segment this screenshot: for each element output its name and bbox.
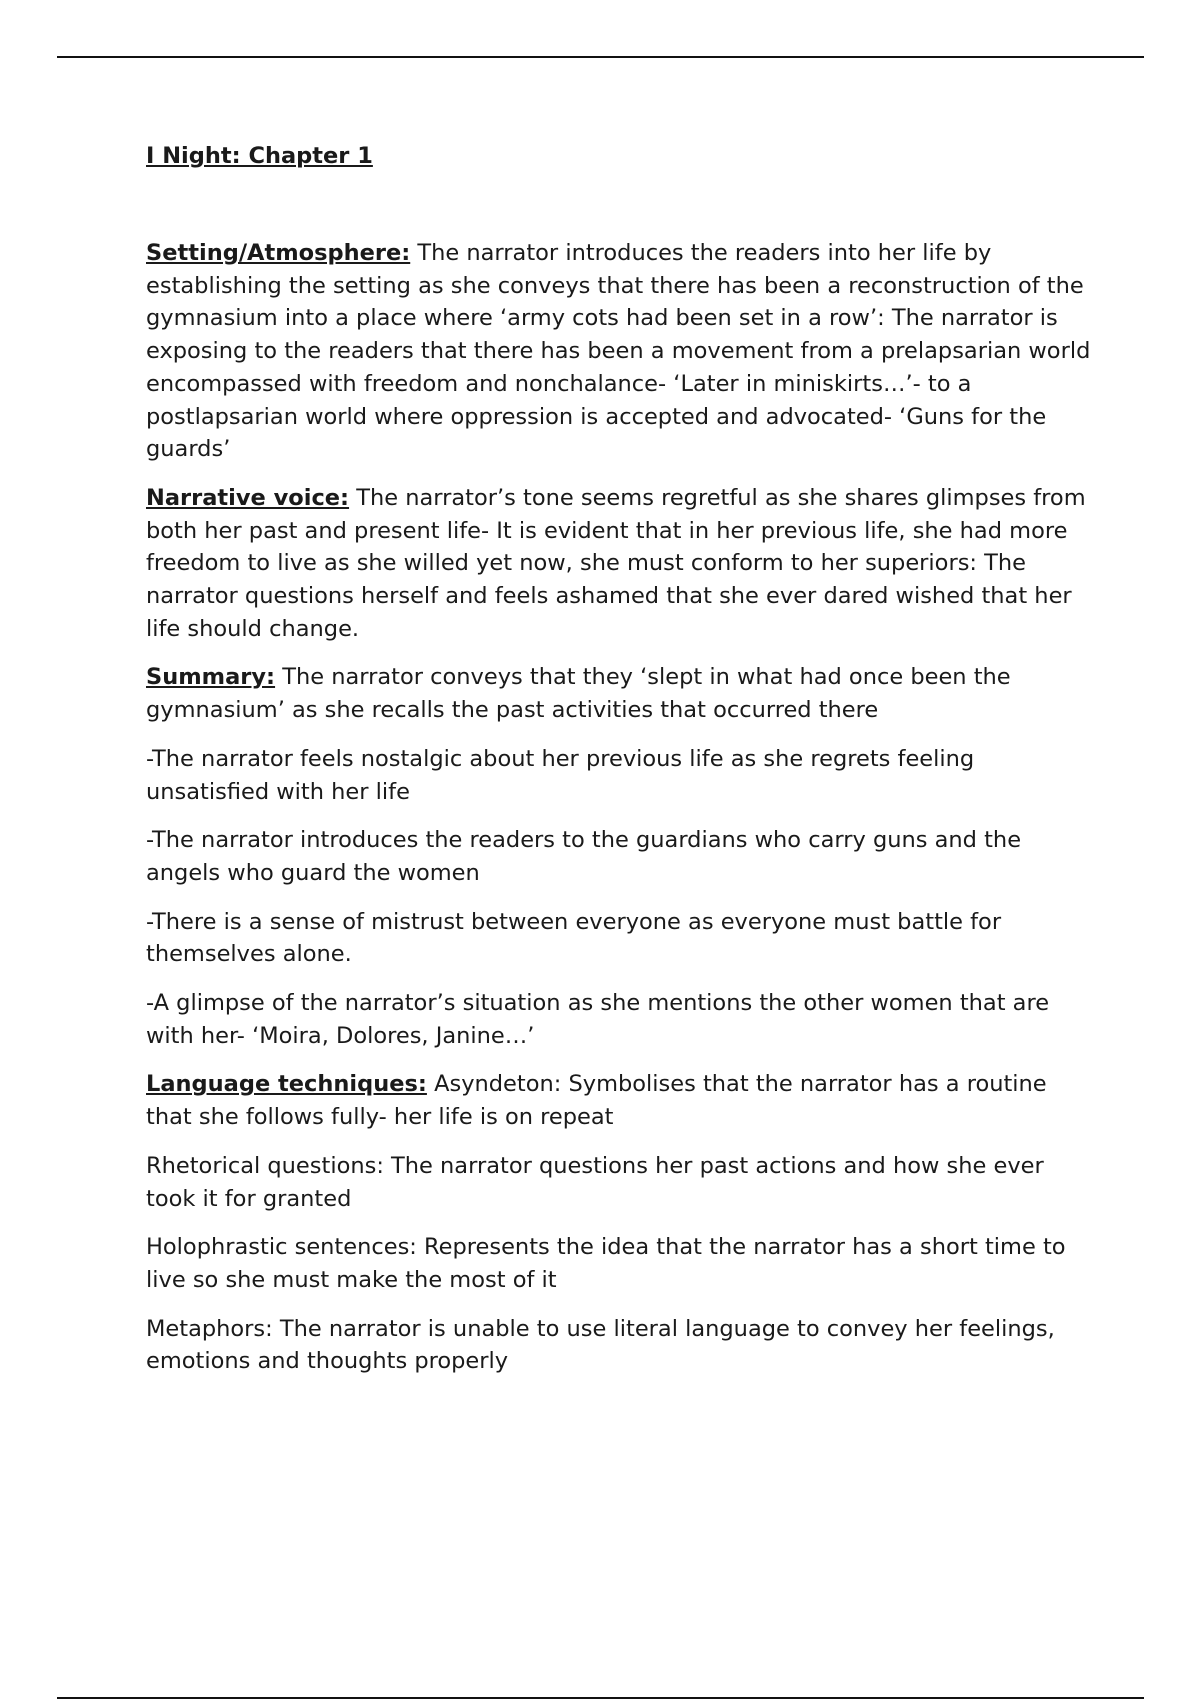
narrative-voice-label: Narrative voice: bbox=[146, 484, 350, 511]
summary-text: The narrator conveys that they ‘slept in what had once been the gymnasium’ as she recalls the past activities that occurred there bbox=[146, 664, 1011, 724]
setting-text: The narrator introduces the readers into her life by establishing the setting as she conveys that there has been a reconstruction of the gymnasium into a place where ‘army cots had been set in a row’: The narrator is exposing to the readers that there has been a movement from a prelapsarian world encompassed with freedom and nonchalance- ‘Later in miniskirts…’- to a postlapsarian world where oppression is accepted and advocated- ‘Guns for the guards’ bbox=[146, 240, 1091, 463]
summary-point: -The narrator feels nostalgic about her previous life as she regrets feeling unsatisfied with her life bbox=[146, 745, 975, 805]
language-label: Language techniques: bbox=[146, 1071, 427, 1098]
language-point: Holophrastic sentences: Represents the idea that the narrator has a short time to live so she must make the most of it bbox=[146, 1234, 1066, 1293]
narrative-voice-paragraph bbox=[146, 482, 1096, 646]
setting-label: Setting/Atmosphere: bbox=[146, 240, 411, 266]
document-body bbox=[146, 140, 1096, 1394]
summary-paragraph bbox=[146, 661, 1096, 726]
setting-paragraph bbox=[146, 237, 1096, 466]
language-paragraph bbox=[146, 1068, 1096, 1133]
top-rule bbox=[57, 56, 1144, 58]
summary-point: -A glimpse of the narrator’s situation as she mentions the other women that are with her- ‘Moira, Dolores, Janine…’ bbox=[146, 990, 1050, 1049]
summary-point: -The narrator introduces the readers to the guardians who carry guns and the angels who guard the women bbox=[146, 827, 1022, 886]
bottom-rule bbox=[57, 1697, 1144, 1699]
summary-label: Summary: bbox=[146, 664, 276, 691]
document-title: I Night: Chapter 1 bbox=[146, 143, 373, 169]
summary-point: -There is a sense of mistrust between everyone as everyone must battle for themselves alone. bbox=[146, 908, 1002, 968]
language-point: Metaphors: The narrator is unable to use literal language to convey her feelings, emotions and thoughts properly bbox=[146, 1315, 1055, 1375]
language-point: Rhetorical questions: The narrator questions her past actions and how she ever took it for granted bbox=[146, 1152, 1044, 1212]
language-text: Asyndeton: Symbolises that the narrator has a routine that she follows fully- her life is on repeat bbox=[146, 1071, 1047, 1131]
narrative-voice-text: The narrator’s tone seems regretful as she shares glimpses from both her past and present life- It is evident that in her previous life, she had more freedom to live as she willed yet now, she must conform to her superiors: The narrator questions herself and feels ashamed that she ever dared wished that her life should change. bbox=[146, 484, 1086, 642]
